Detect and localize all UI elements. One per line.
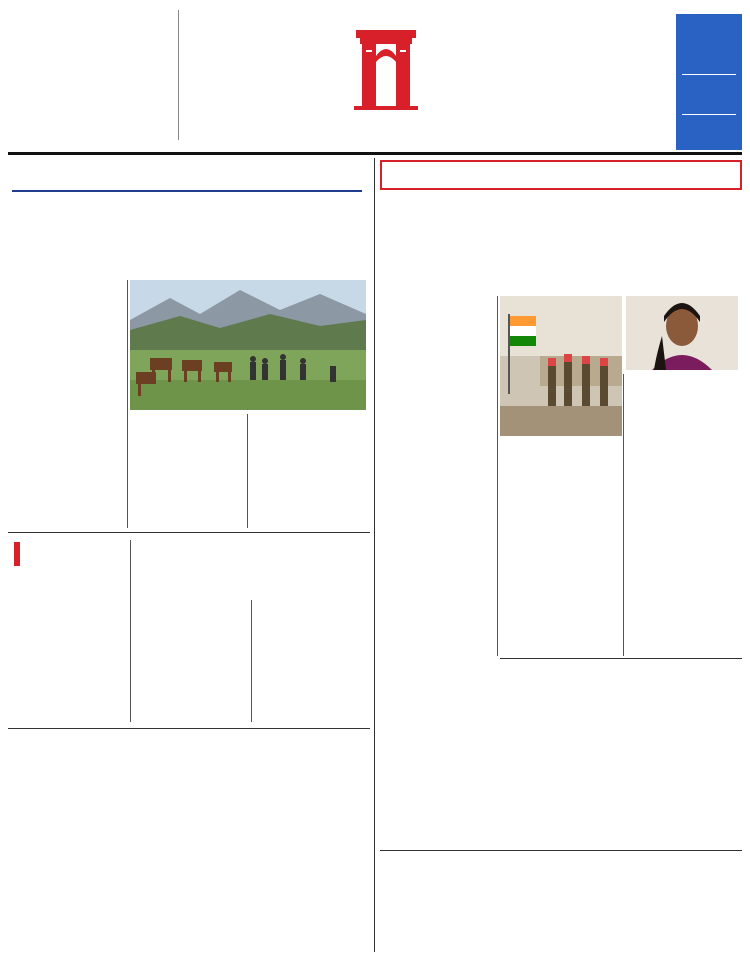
meadow-horses-image: [130, 280, 366, 410]
story5-col3: [626, 374, 740, 656]
story5-kicker-box: [380, 160, 742, 190]
story7-headline-bar: [288, 744, 742, 772]
story4-body: [14, 812, 366, 952]
story3-col2: [254, 600, 366, 722]
sarada-portrait: [626, 296, 738, 370]
story5-col1: [384, 296, 494, 656]
wagah-border-image: [500, 296, 622, 436]
masthead: [0, 0, 750, 152]
story1-col1: [14, 280, 124, 528]
story3-col1: [136, 600, 248, 722]
kashmir-photo: [130, 280, 366, 410]
story5-headline-box: [380, 196, 742, 290]
story2-marker: [14, 542, 20, 566]
story2-body: [14, 572, 126, 722]
woman-portrait-image: [626, 296, 738, 370]
story5-col2: [500, 440, 620, 656]
page-number-box: [676, 14, 742, 150]
story1-col3: [250, 414, 364, 528]
border-photo: [500, 296, 622, 436]
story1-col2: [130, 414, 244, 528]
india-gate-icon: [352, 26, 420, 110]
